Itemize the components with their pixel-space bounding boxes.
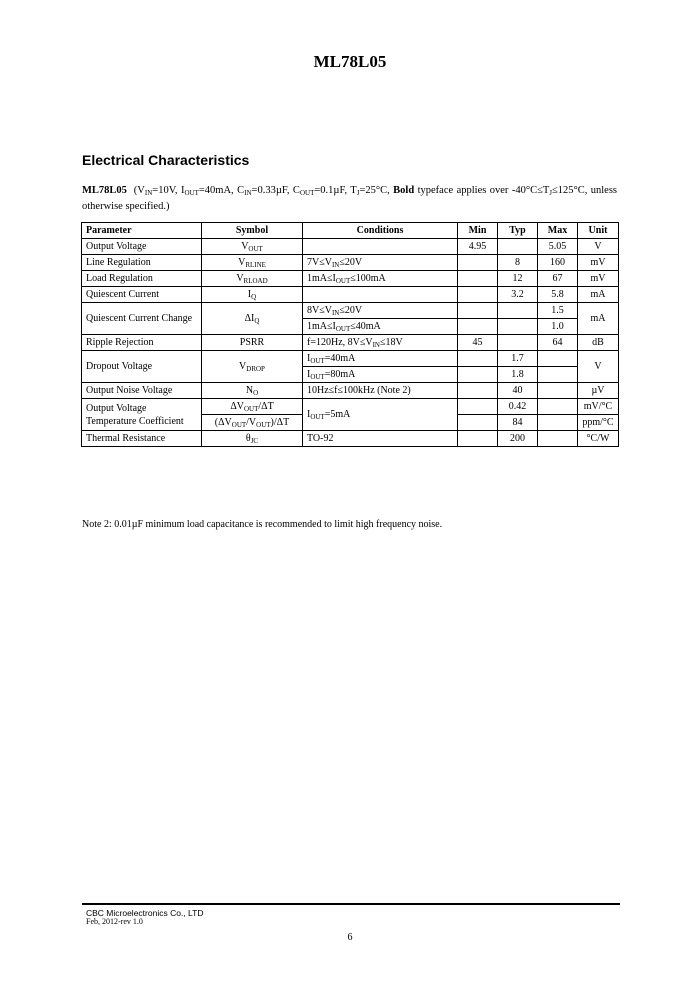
cell-parameter: Quiescent Current [82,287,202,303]
cell-parameter-line2: Temperature Coefficient [86,415,184,427]
cell-conditions: $I_{OUT}=80mA$ [303,367,458,383]
intro-paragraph [82,184,617,214]
cell-unit: mV/°C [578,399,619,415]
cell-unit: °C/W [578,431,619,447]
cell-typ: 0.42 [498,399,538,415]
cell-min [458,431,498,447]
intro-part-number: ML78L05 [82,185,127,196]
cell-max [538,383,578,399]
cell-max: 5.05 [538,239,578,255]
cell-min [458,367,498,383]
cell-parameter: Dropout Voltage [82,351,202,383]
cell-typ [498,319,538,335]
cell-symbol: $N_O$ [202,383,303,399]
table-row [82,303,619,319]
header-unit: Unit [578,223,619,239]
cell-typ: 200 [498,431,538,447]
table-row [82,271,619,287]
cell-conditions: $1mA\le I_{OUT}\le 100mA$ [303,271,458,287]
cell-typ: 40 [498,383,538,399]
cell-min [458,271,498,287]
cell-conditions: 10Hz≤f≤100kHz (Note 2) [303,383,458,399]
intro-rest: typeface applies over $-40^\circ C\le T_J\le 125^\circ C$, unless otherwise specified.) [82,185,618,212]
cell-unit: mV [578,255,619,271]
table-row [82,351,619,367]
cell-min [458,255,498,271]
cell-symbol: PSRR [202,335,303,351]
cell-parameter: Ripple Rejection [82,335,202,351]
note-2: Note 2: 0.01µF minimum load capacitance is recommended to limit high frequency noise. [82,519,443,530]
cell-min [458,383,498,399]
cell-min [458,287,498,303]
cell-unit: µV [578,383,619,399]
page-title: ML78L05 [313,52,387,71]
table-row [82,287,619,303]
cell-max: 160 [538,255,578,271]
page-number: 6 [347,932,353,943]
cell-conditions [303,287,458,303]
header-max: Max [538,223,578,239]
cell-min [458,399,498,415]
cell-conditions: $7V\le V_{IN}\le 20V$ [303,255,458,271]
cell-unit: V [578,351,619,383]
cell-unit: mA [578,287,619,303]
cell-max: 5.8 [538,287,578,303]
footer-divider [82,903,620,905]
table-row [82,255,619,271]
cell-symbol: $\Delta I_Q$ [202,303,303,335]
table-header-row [82,223,619,239]
cell-min [458,303,498,319]
cell-parameter: Output Voltage [82,239,202,255]
cell-symbol: $V_{OUT}$ [202,239,303,255]
cell-parameter: Output Noise Voltage [82,383,202,399]
table-row [82,431,619,447]
cell-max [538,399,578,415]
cell-typ: 1.7 [498,351,538,367]
cell-conditions: $1mA\le I_{OUT}\le 40mA$ [303,319,458,335]
cell-unit: dB [578,335,619,351]
intro-conditions: ($V_{IN}=10V$, $I_{OUT}=40mA$, $C_{IN}=0.33\mu F$, $C_{OUT}=0.1\mu F$, $T_J=25^\circ C$, [133,185,390,197]
cell-typ: 84 [498,415,538,431]
cell-symbol: $V_{RLOAD}$ [202,271,303,287]
cell-parameter-line1: Output Voltage [86,402,147,414]
table-row [82,239,619,255]
cell-max: 1.5 [538,303,578,319]
footer-date: Feb, 2012-rev 1.0 [86,917,143,926]
table-row [82,383,619,399]
cell-unit: V [578,239,619,255]
electrical-characteristics-table [81,222,619,447]
cell-max: 64 [538,335,578,351]
header-min: Min [458,223,498,239]
cell-min: 4.95 [458,239,498,255]
table-row [82,335,619,351]
cell-unit: mA [578,303,619,335]
footer-company: CBC Microelectronics Co., LTD [86,908,204,918]
cell-max [538,367,578,383]
table-row [82,399,619,415]
cell-parameter: Thermal Resistance [82,431,202,447]
cell-min [458,319,498,335]
cell-symbol: $V_{DROP}$ [202,351,303,383]
cell-symbol: $I_Q$ [202,287,303,303]
cell-parameter [82,399,202,431]
cell-max [538,431,578,447]
header-conditions: Conditions [303,223,458,239]
header-symbol: Symbol [202,223,303,239]
cell-typ [498,239,538,255]
cell-min: 45 [458,335,498,351]
cell-symbol: $\theta_{JC}$ [202,431,303,447]
header-typ: Typ [498,223,538,239]
cell-symbol: $\Delta V_{OUT}/\Delta T$ [202,399,303,415]
cell-typ: 8 [498,255,538,271]
cell-symbol: $V_{RLINE}$ [202,255,303,271]
cell-conditions [303,239,458,255]
cell-parameter: Line Regulation [82,255,202,271]
cell-max [538,351,578,367]
cell-unit: mV [578,271,619,287]
cell-max [538,415,578,431]
cell-conditions: f=120Hz, $8V\le V_{IN}\le 18V$ [303,335,458,351]
cell-typ: 12 [498,271,538,287]
cell-parameter: Quiescent Current Change [82,303,202,335]
cell-symbol: $(\Delta V_{OUT}/V_{OUT})/\Delta T$ [202,415,303,431]
cell-min [458,415,498,431]
cell-typ: 3.2 [498,287,538,303]
cell-min [458,351,498,367]
section-title: Electrical Characteristics [82,152,250,168]
header-parameter: Parameter [82,223,202,239]
cell-parameter: Load Regulation [82,271,202,287]
cell-conditions: TO-92 [303,431,458,447]
intro-bold-word: Bold [393,185,415,196]
cell-conditions: $I_{OUT}=40mA$ [303,351,458,367]
cell-conditions: $I_{OUT}=5mA$ [303,399,458,431]
cell-typ: 1.8 [498,367,538,383]
cell-typ [498,335,538,351]
cell-max: 67 [538,271,578,287]
cell-typ [498,303,538,319]
cell-conditions: $8V\le V_{IN}\le 20V$ [303,303,458,319]
cell-max: 1.0 [538,319,578,335]
cell-unit: ppm/°C [578,415,619,431]
